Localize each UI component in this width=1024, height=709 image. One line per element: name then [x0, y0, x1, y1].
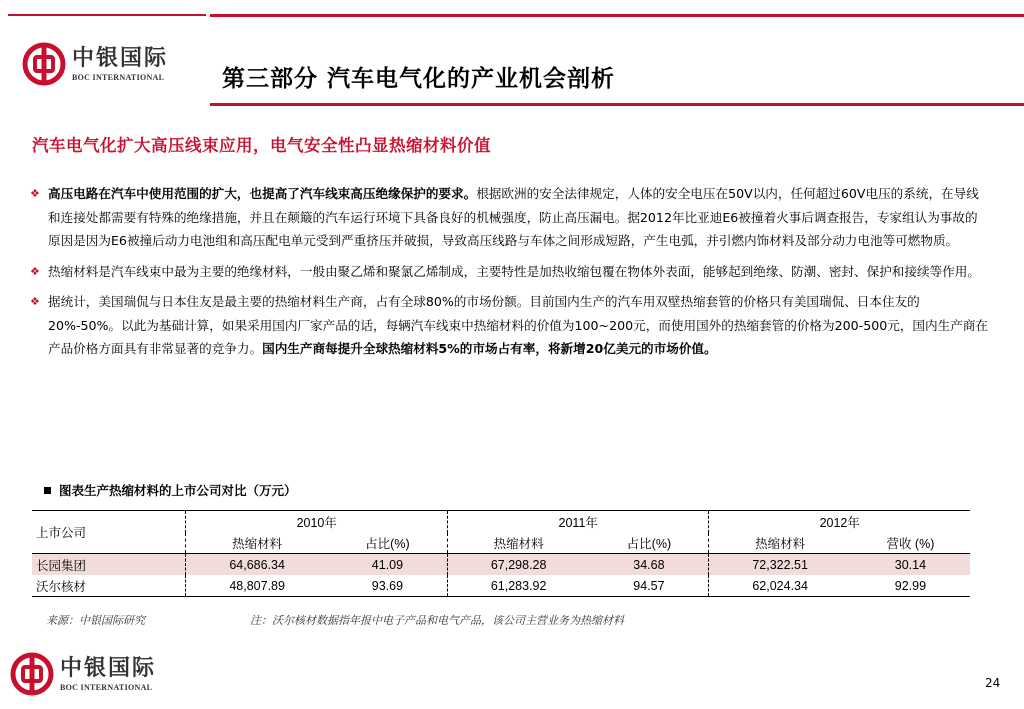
- table-cell: 34.68: [589, 554, 709, 576]
- boc-logo-icon: [22, 42, 66, 86]
- table-cell: 94.57: [589, 575, 709, 597]
- company-name: 长园集团: [32, 554, 186, 576]
- table-cell: 61,283.92: [447, 575, 589, 597]
- bullet-text: 热缩材料是汽车线束中最为主要的绝缘材料，一般由聚乙烯和聚氯乙烯制成，主要特性是加热收缩包覆在物体外表面，能够起到绝缘、防潮、密封、保护和接续等作用。: [48, 263, 980, 279]
- section-subtitle: 汽车电气化扩大高压线束应用，电气安全性凸显热缩材料价值: [32, 136, 491, 155]
- table-cell: 30.14: [851, 554, 970, 576]
- year-header: 2012年: [709, 511, 970, 534]
- header-rule-bottom: [210, 103, 1024, 106]
- table-cell: 64,686.34: [186, 554, 328, 576]
- logo-chinese-name: 中银国际: [72, 45, 169, 71]
- bullet-item: [30, 290, 990, 361]
- column-header: 热缩材料: [447, 533, 589, 554]
- page-number: 24: [985, 676, 1001, 690]
- bullet-text: 据统计，美国瑞侃与日本住友是最主要的热缩材料生产商，占有全球80%的市场份额。目前国内生产的汽车用双壁热缩套管的价格只有美国瑞侃、日本住友的20%-50%。以此为基础计算，如果采用国内厂家产品的话，每辆汽车线束中热缩材料的价值为100~200元，而使用国外的热缩套管的价格为200-500元，国内生产商在产品价格方面具有非常显著的竞争力。: [48, 294, 988, 356]
- page-title: 第三部分 汽车电气化的产业机会剖析: [222, 66, 616, 92]
- table-cell: 41.09: [328, 554, 448, 576]
- bullet-bold-tail: 国内生产商每提升全球热缩材料5%的市场占有率，将新增20亿美元的市场价值。: [262, 341, 717, 356]
- footer-logo: [10, 652, 156, 696]
- company-name: 沃尔核材: [32, 575, 186, 597]
- square-bullet-icon: [44, 487, 51, 494]
- header-logo: [22, 42, 168, 86]
- source-note: 来源：中银国际研究: [46, 614, 145, 627]
- table-header-row: [32, 511, 970, 534]
- year-header: 2010年: [186, 511, 448, 534]
- header-rule-left: [8, 14, 206, 16]
- table-row: [32, 575, 970, 597]
- footnote: 注：沃尔核材数据指年报中电子产品和电气产品，该公司主营业务为热缩材料: [250, 614, 624, 627]
- column-header: 占比(%): [328, 533, 448, 554]
- table-cell: 48,807.89: [186, 575, 328, 597]
- bullet-diamond-icon: ❖: [30, 295, 40, 308]
- column-header: 热缩材料: [709, 533, 851, 554]
- bullet-text: 根据欧洲的安全法律规定，人体的安全电压在50V以内，任何超过60V电压的系统，在导线和连接处都需要有特殊的绝缘措施，并且在颠簸的汽车运行环境下具备良好的机械强度，防止高压漏电。据2012年比亚迪E6被撞着火事后调查报告，专家组认为事故的原因是因为E6被撞后动力电池组和高压配电单元受到严重挤压并破损，导致高压线路与车体之间形成短路，产生电弧，并引燃内饰材料及部分动力电池等可燃物质。: [48, 186, 979, 248]
- bullet-item: [30, 260, 990, 284]
- table-cell: 62,024.34: [709, 575, 851, 597]
- table-cell: 93.69: [328, 575, 448, 597]
- bullet-list: [30, 182, 990, 368]
- table-cell: 67,298.28: [447, 554, 589, 576]
- logo-english-name: BOC INTERNATIONAL: [72, 72, 165, 82]
- table-cell: 72,322.51: [709, 554, 851, 576]
- bullet-diamond-icon: ❖: [30, 187, 40, 200]
- column-header: 热缩材料: [186, 533, 328, 554]
- bullet-diamond-icon: ❖: [30, 264, 40, 278]
- table-cell: 92.99: [851, 575, 970, 597]
- company-comparison-table: [32, 510, 970, 597]
- table-corner-header: 上市公司: [32, 511, 186, 554]
- bullet-item: [30, 182, 990, 253]
- boc-logo-icon: [10, 652, 54, 696]
- bullet-bold-lead: 高压电路在汽车中使用范围的扩大，也提高了汽车线束高压绝缘保护的要求。: [48, 186, 477, 201]
- column-header: 占比(%): [589, 533, 709, 554]
- column-header: 营收 (%): [851, 533, 970, 554]
- logo-english-name: BOC INTERNATIONAL: [60, 682, 153, 692]
- header-rule-top: [210, 14, 1024, 17]
- table-title: 图表生产热缩材料的上市公司对比（万元）: [44, 481, 297, 499]
- logo-chinese-name: 中银国际: [60, 655, 157, 681]
- year-header: 2011年: [447, 511, 709, 534]
- table-row: [32, 554, 970, 576]
